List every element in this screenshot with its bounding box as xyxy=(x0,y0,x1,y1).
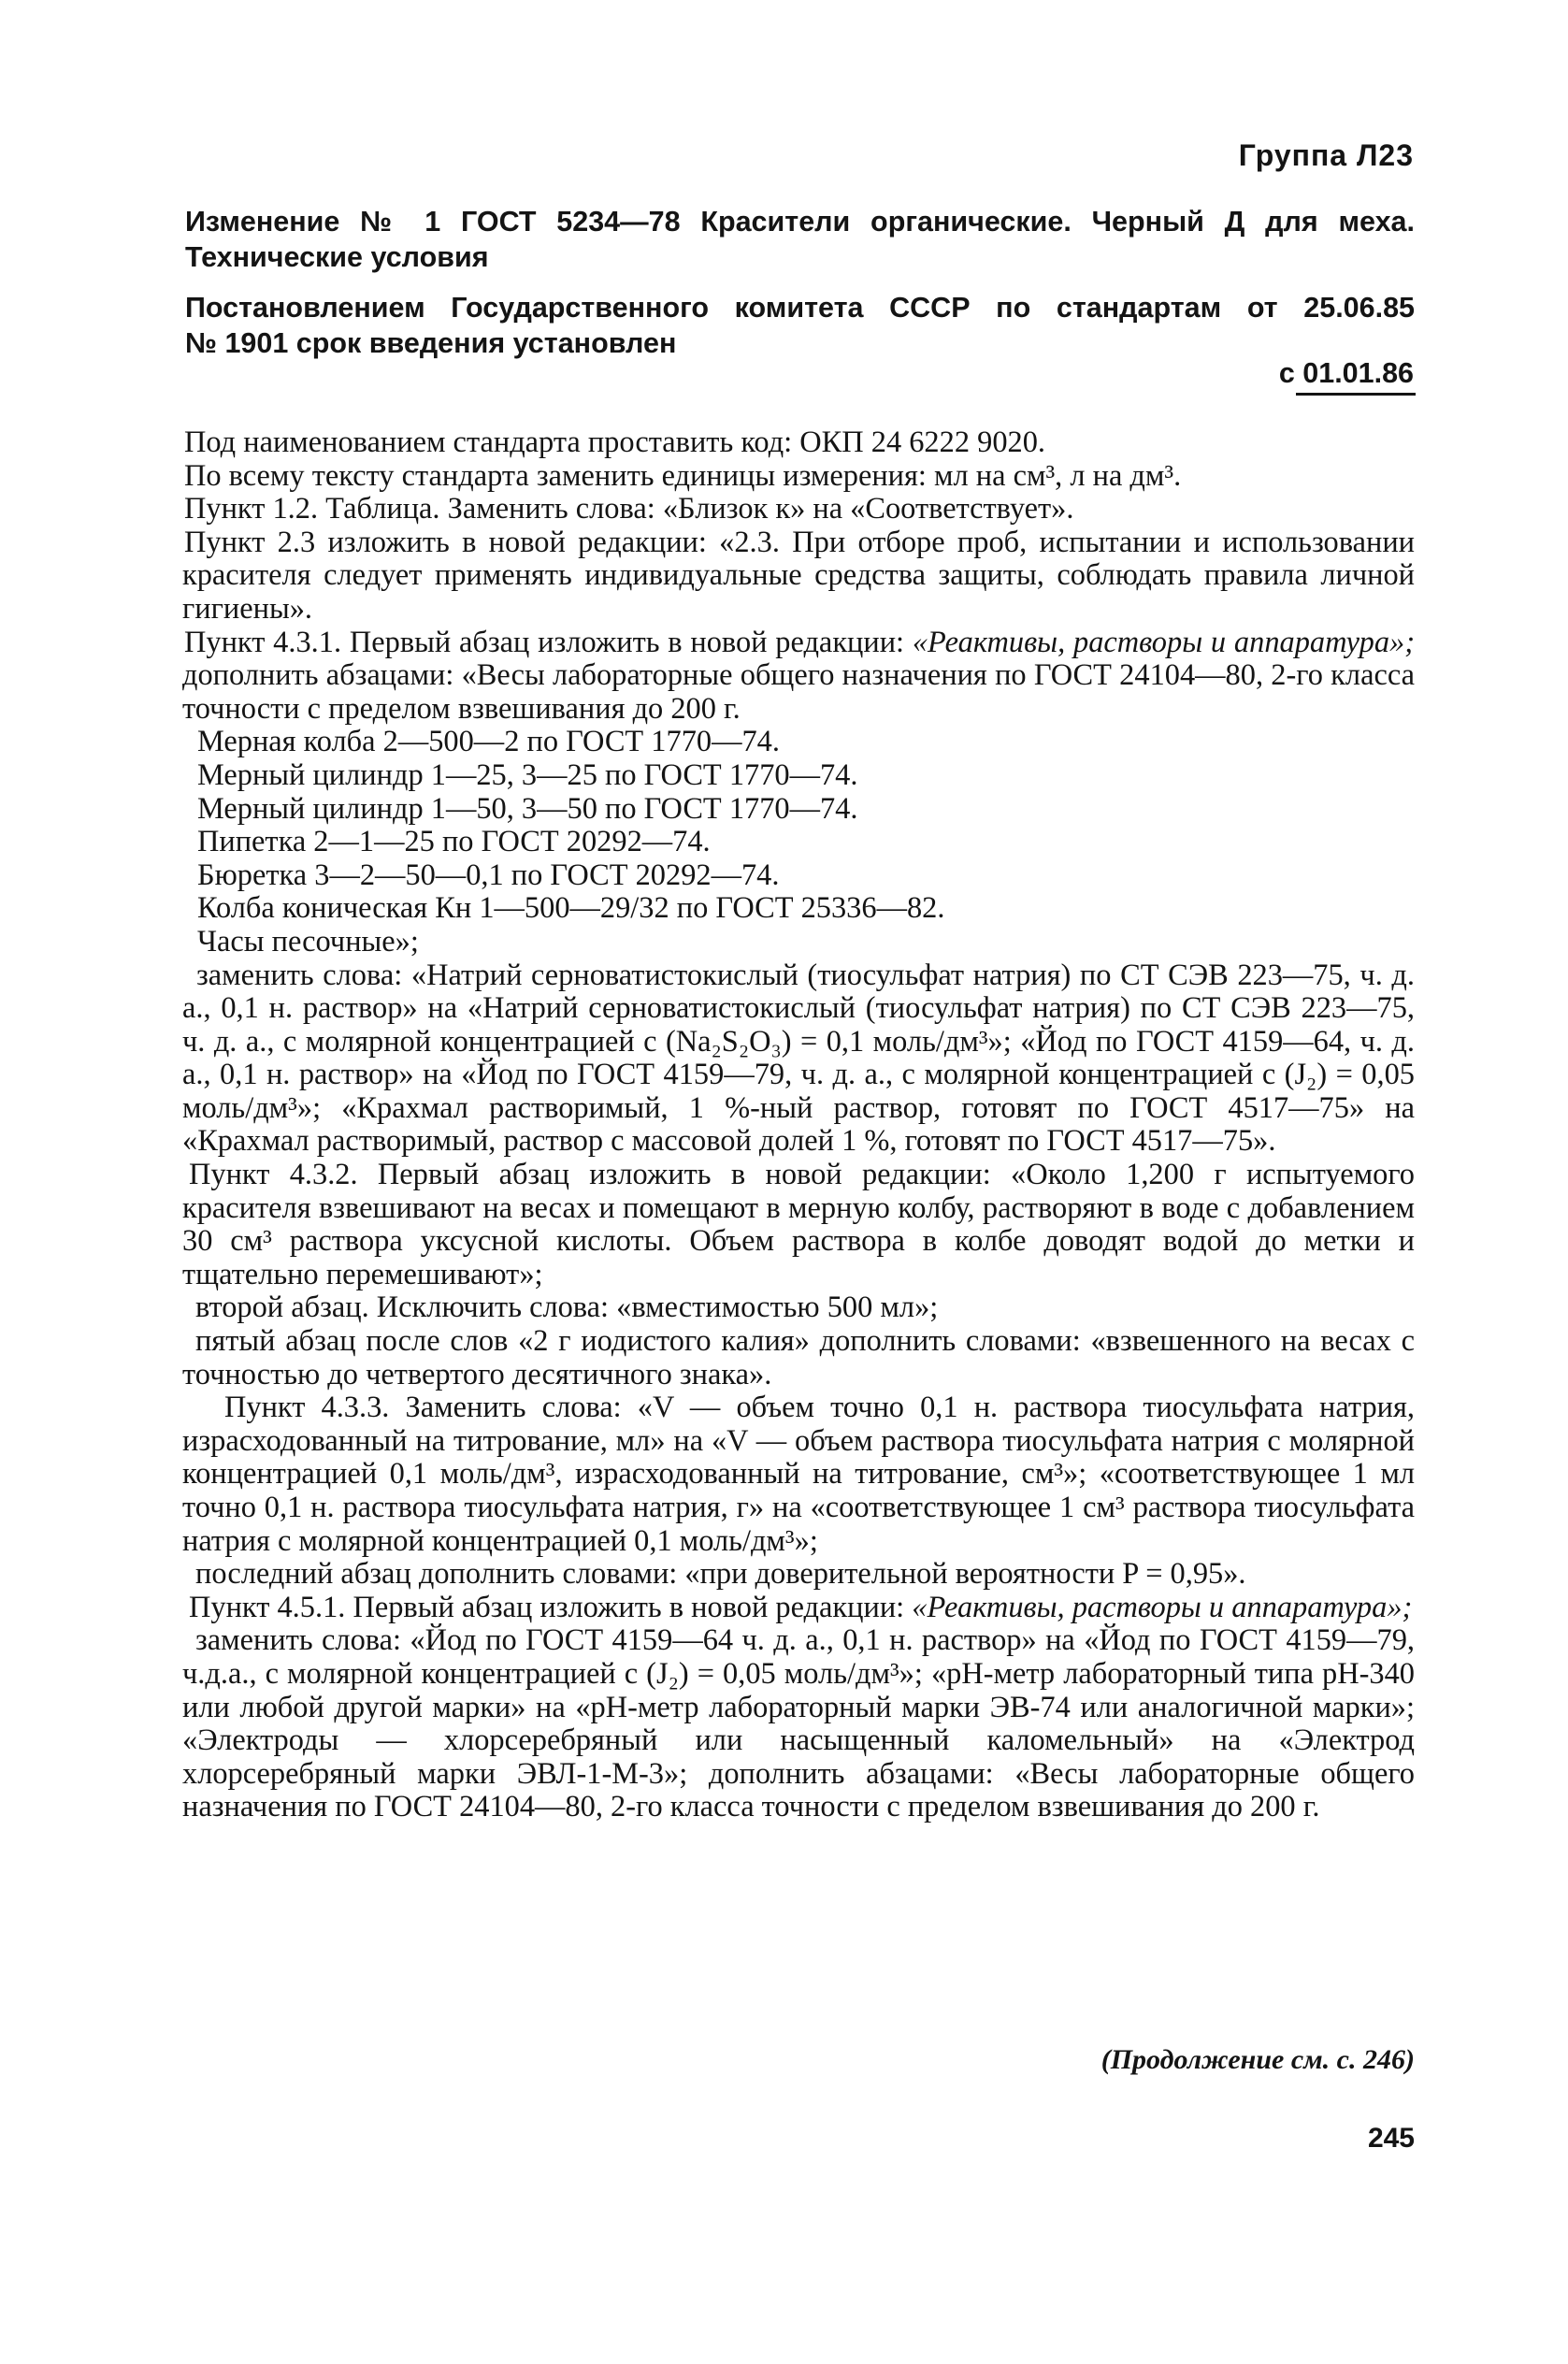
continuation-note: (Продолжение см. с. 246) xyxy=(1100,2044,1415,2075)
page-number: 245 xyxy=(1367,2123,1415,2154)
date-underline xyxy=(1296,393,1416,396)
paragraph-1-2: Пункт 1.2. Таблица. Заменить слова: «Близок к» на «Соответствует». xyxy=(184,492,1074,526)
list-item: Мерный цилиндр 1—50, 3—50 по ГОСТ 1770—74. xyxy=(197,791,858,826)
effective-date: с 01.01.86 xyxy=(1278,357,1414,389)
paragraph-fifth-abzac: пятый абзац после слов «2 г иодистого калия» дополнить словами: «взвешенного на весах с точностью до четвертого десятичного знака». xyxy=(182,1324,1415,1391)
resolution xyxy=(185,290,1415,361)
resolution-line-1: Постановлением Государственного комитета СССР по стандартам от 25.06.85 xyxy=(185,292,1415,324)
paragraph-4-5-1-lead: Пункт 4.5.1. Первый абзац изложить в новой редакции: xyxy=(189,1590,913,1624)
paragraph-4-3-2: Пункт 4.3.2. Первый абзац изложить в новой редакции: «Около 1,200 г испытуемого красителя взвешивают на весах и помещают в мерную колбу, растворяют в воде с добавлением 30 см³ раствора уксусной кислоты. Объем раствора в колбе доводят водой до метки и тщательно перемешивают»; xyxy=(182,1158,1415,1291)
paragraph-4-3-1-italic: «Реактивы, растворы и аппаратура»; xyxy=(912,625,1416,659)
document-body xyxy=(182,426,1415,1824)
paragraph-units: По всему тексту стандарта заменить единицы измерения: мл на см³, л на дм³. xyxy=(184,458,1182,493)
paragraph-4-3-3: Пункт 4.3.3. Заменить слова: «V — объем точно 0,1 н. раствора тиосульфата натрия, израсходованный на титрование, мл» на «V — объем раствора тиосульфата натрия с молярной концентрацией 0,1 моль/дм³, израсходованный на титрование, см³»; «соответствующее 1 мл точно 0,1 н. раствора тиосульфата натрия, г» на «соответствующее 1 см³ раствора тиосульфата натрия с молярной концентрацией 0,1 моль/дм³»; xyxy=(182,1391,1415,1558)
change-title-line-2: Технические условия xyxy=(185,241,489,273)
paragraph-4-3-1-lead: Пункт 4.3.1. Первый абзац изложить в новой редакции: xyxy=(184,625,913,659)
list-item: Пипетка 2—1—25 по ГОСТ 20292—74. xyxy=(197,825,711,859)
paragraph-okp-code: Под наименованием стандарта проставить код: ОКП 24 6222 9020. xyxy=(184,425,1045,459)
paragraph-4-3-1 xyxy=(182,627,1415,727)
apparatus-list xyxy=(182,726,1415,959)
change-title xyxy=(185,204,1415,275)
paragraph-replace-reagents: заменить слова: «Натрий серноватистокислый (тиосульфат натрия) по СТ СЭВ 223—75, ч. д. а., 0,1 н. раствор» на «Натрий серноватистокислый (тиосульфат натрия) по СТ СЭВ 223—75, ч. д. а., с молярной концентрацией с (Na₂S₂O₃) = 0,1 моль/дм³»; «Йод по ГОСТ 4159—64, ч. д. а., 0,1 н. раствор» на «Йод по ГОСТ 4159—79, ч. д. а., с молярной концентрацией с (J₂) = 0,05 моль/дм³»; «Крахмал растворимый, 1 %-ный раствор, готовят по ГОСТ 4517—75» на «Крахмал растворимый, раствор с массовой долей 1 %, готовят по ГОСТ 4517—75». xyxy=(182,958,1415,1159)
list-item: Бюретка 3—2—50—0,1 по ГОСТ 20292—74. xyxy=(197,858,780,892)
paragraph-4-5-1 xyxy=(182,1592,1415,1625)
resolution-line-2: № 1901 срок введения установлен xyxy=(185,327,677,359)
paragraph-second-abzac: второй абзац. Исключить слова: «вместимостью 500 мл»; xyxy=(195,1290,939,1325)
paragraph-2-3: Пункт 2.3 изложить в новой редакции: «2.3. При отборе проб, испытании и использовании красителя следует применять индивидуальные средства защиты, соблюдать правила личной гигиены». xyxy=(182,525,1415,626)
change-title-line-1: Изменение № 1 ГОСТ 5234—78 Красители органические. Черный Д для меха. xyxy=(185,206,1415,238)
paragraph-4-3-1-rest: дополнить абзацами: «Весы лабораторные общего назначения по ГОСТ 24104—80, 2-го класса точности с пределом взвешивания до 200 г. xyxy=(182,658,1415,726)
group-code: Группа Л23 xyxy=(1238,138,1414,172)
list-item: Мерный цилиндр 1—25, 3—25 по ГОСТ 1770—74. xyxy=(197,757,858,792)
list-item: Колба коническая Кн 1—500—29/32 по ГОСТ 25336—82. xyxy=(197,891,945,926)
paragraph-replace-iodine: заменить слова: «Йод по ГОСТ 4159—64 ч. д. а., 0,1 н. раствор» на «Йод по ГОСТ 4159—79, ч.д.а., с молярной концентрацией с (J₂) = 0,05 моль/дм³»; «рН-метр лабораторный типа рН-340 или любой другой марки» на «рН-метр лабораторный марки ЭВ-74 или аналогичной марки»; «Электроды — хлорсеребряный или насыщенный каломельный» на «Электрод хлорсеребряный марки ЭВЛ-1-М-3»; дополнить абзацами: «Весы лабораторные общего назначения по ГОСТ 24104—80, 2-го класса точности с пределом взвешивания до 200 г. xyxy=(182,1623,1415,1824)
list-item: Часы песочные»; xyxy=(197,924,419,959)
paragraph-last-abzac: последний абзац дополнить словами: «при доверительной вероятности P = 0,95». xyxy=(195,1557,1246,1592)
paragraph-4-5-1-italic: «Реактивы, растворы и аппаратура»; xyxy=(912,1590,1413,1624)
list-item: Мерная колба 2—500—2 по ГОСТ 1770—74. xyxy=(197,725,780,759)
